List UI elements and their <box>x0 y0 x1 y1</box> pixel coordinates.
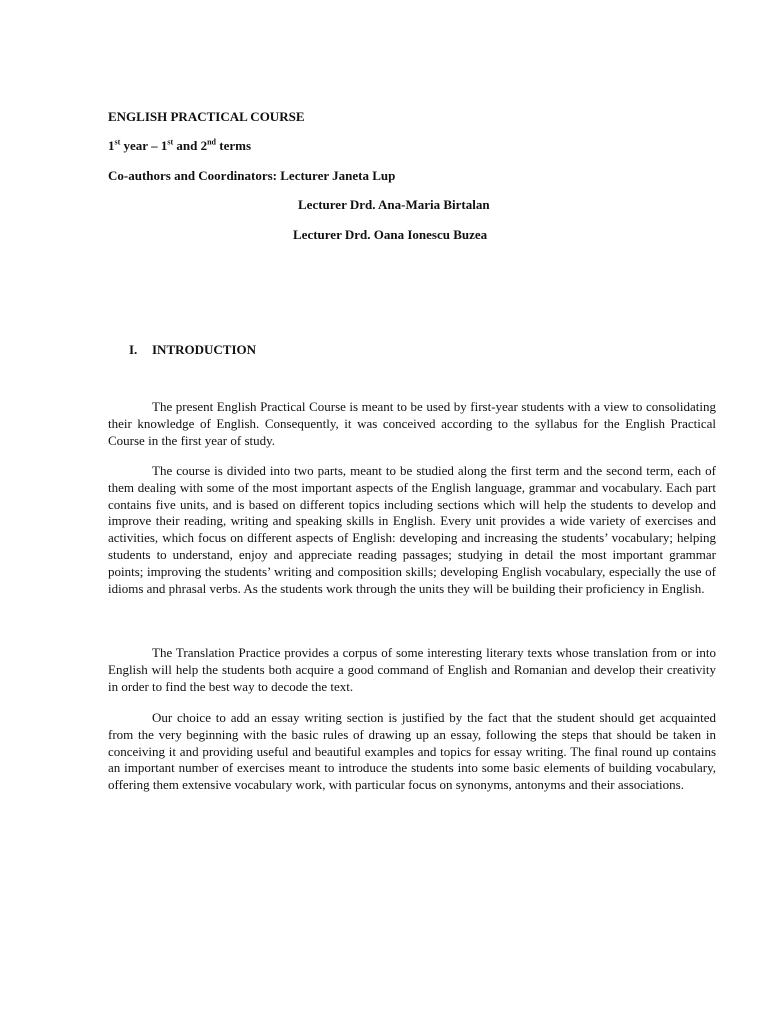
paragraph-1: The present English Practical Course is meant to be used by first-year students with a view to consolidating their knowledge of English. Consequently, it was conceived according to the syllabus for the English Practical Course in the first year of study. <box>108 399 716 448</box>
year-sup-2: st <box>167 137 174 147</box>
course-title: ENGLISH PRACTICAL COURSE <box>108 109 305 124</box>
year-sup-1: st <box>114 137 121 147</box>
year-text-1: 1 <box>108 138 115 153</box>
year-sup-3: nd <box>207 137 216 147</box>
year-text-3: and 2 <box>173 138 208 153</box>
paragraph-4: Our choice to add an essay writing section is justified by the fact that the student should get acquainted from the very beginning with the basic rules of drawing up an essay, following the steps that should be taken in conceiving it and providing useful and beautiful examples and topics for essay writing. The final round up contains an important number of exercises meant to introduce the students into some basic elements of building vocabulary, offering them extensive vocabulary work, with particular focus on synonyms, antonyms and their associations. <box>108 710 716 793</box>
year-text-2: year – 1 <box>120 138 168 153</box>
course-year-terms <box>108 138 251 154</box>
year-text-4: terms <box>216 138 252 153</box>
paragraph-2: The course is divided into two parts, meant to be studied along the first term and the second term, each of them dealing with some of the most important aspects of the English language, grammar and vocabulary. Each part contains five units, and is based on different topics including sections which will help the students to develop and improve their reading, writing and speaking skills in English. Every unit provides a wide variety of exercises and activities, which focus on different aspects of English: developing and increasing the students’ vocabulary; helping students to understand, enjoy and appreciate reading passages; studying in detail the most important grammar points; improving the students’ writing and composition skills; developing English vocabulary, especially the use of idioms and phrasal verbs. As the students work through the units they will be building their proficiency in English. <box>108 463 716 596</box>
paragraph-3: The Translation Practice provides a corpus of some interesting literary texts whose translation from or into English will help the students both acquire a good command of English and Romanian and develop their creativity in order to find the best way to decode the text. <box>108 645 716 694</box>
section-number: I. <box>129 342 138 357</box>
coauthor-3: Lecturer Drd. Oana Ionescu Buzea <box>293 227 488 242</box>
section-title: INTRODUCTION <box>152 342 257 357</box>
coauthor-2: Lecturer Drd. Ana-Maria Birtalan <box>298 197 490 212</box>
coauthors-line: Co-authors and Coordinators: Lecturer Janeta Lup <box>108 168 396 183</box>
